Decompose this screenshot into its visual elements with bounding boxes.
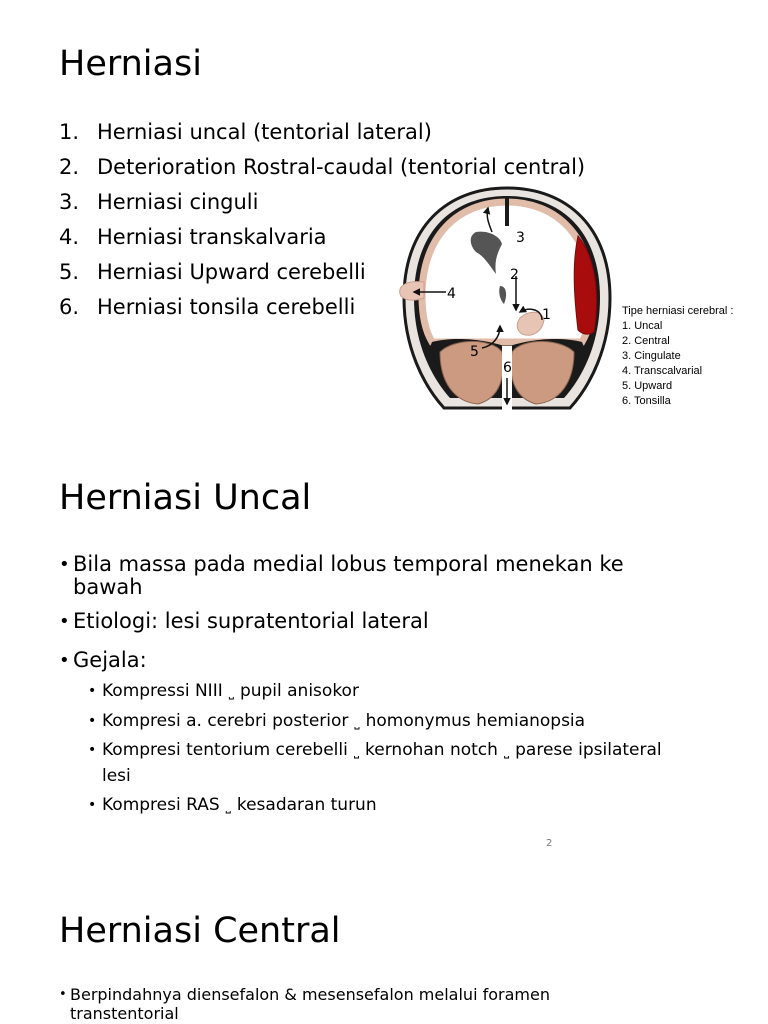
- bullet-dot: •: [59, 611, 70, 632]
- bullet-text: Etiologi: lesi supratentorial lateral: [73, 609, 429, 633]
- bullet-text: Berpindahnya diensefalon & mesensefalon melalui foramen transtentorial: [70, 985, 550, 1023]
- bullet-text: Gejala:: [73, 648, 147, 672]
- arrow-label-4: 4: [447, 286, 456, 302]
- arrow-label-2: 2: [510, 267, 519, 283]
- sub-bullet-text: kernohan notch: [365, 740, 498, 760]
- bullet-dot: •: [88, 683, 97, 699]
- legend-item: 6. Tonsilla: [622, 395, 671, 407]
- sub-bullet-text: parese ipsilateral lesi: [102, 740, 662, 786]
- slide1-title: Herniasi: [59, 44, 202, 84]
- sub-bullet-text: Kompresi RAS: [102, 795, 220, 815]
- legend-item: 2. Central: [622, 335, 670, 347]
- legend-item: 1. Uncal: [622, 320, 663, 332]
- list-text: Deterioration Rostral-caudal (tentorial central): [97, 155, 586, 179]
- slide3-title: Herniasi Central: [59, 911, 341, 951]
- transcalvarial-bulge: [400, 282, 424, 300]
- list-text: Herniasi tonsila cerebelli: [97, 295, 356, 319]
- list-number: 2.: [59, 155, 80, 179]
- sub-bullet-text: Kompressi NIII: [102, 681, 223, 701]
- slide2-title: Herniasi Uncal: [59, 478, 312, 518]
- arrow-icon: ⎵: [353, 744, 360, 759]
- list-item: [59, 118, 585, 153]
- sub-bullet-text: Kompresi a. cerebri posterior: [102, 711, 349, 731]
- page-number: 2: [546, 838, 553, 849]
- list-number: 4.: [59, 225, 80, 249]
- sub-bullet-text: pupil anisokor: [239, 681, 359, 701]
- sub-bullet-item: [88, 793, 678, 819]
- bullet-item: [59, 610, 699, 633]
- arrow-icon: ⎵: [503, 744, 510, 759]
- list-text: Herniasi cinguli: [97, 190, 259, 214]
- legend-item: 5. Upward: [622, 380, 673, 392]
- arrow-label-1: 1: [542, 307, 551, 323]
- list-number: 1.: [59, 120, 80, 144]
- sub-bullet-text: kesadaran turun: [236, 795, 377, 815]
- arrow-label-6: 6: [503, 360, 512, 376]
- legend-heading: Tipe herniasi cerebral :: [622, 305, 734, 317]
- arrow-label-3: 3: [516, 230, 525, 246]
- arrow-icon: ⎵: [225, 799, 231, 814]
- list-text: Herniasi uncal (tentorial lateral): [97, 120, 432, 144]
- legend-item: 4. Transcalvarial: [622, 365, 703, 377]
- sub-bullet-item: [88, 709, 678, 735]
- bullet-dot: •: [59, 554, 70, 575]
- list-number: 5.: [59, 260, 80, 284]
- bullet-item: [59, 553, 699, 599]
- arrow-label-5: 5: [470, 344, 479, 360]
- list-number: 6.: [59, 295, 80, 319]
- sub-bullet-item: [88, 738, 678, 789]
- arrow-icon: ⎵: [354, 715, 360, 730]
- bullet-dot: •: [59, 650, 70, 671]
- list-text: Herniasi Upward cerebelli: [97, 260, 366, 284]
- list-text: Herniasi transkalvaria: [97, 225, 327, 249]
- bullet-item: [59, 649, 699, 672]
- diagram-legend: [622, 304, 733, 409]
- brain-herniation-diagram: [396, 186, 618, 420]
- list-number: 3.: [59, 190, 80, 214]
- bullet-dot: •: [88, 797, 97, 813]
- list-item: [59, 153, 585, 188]
- sub-bullet-text: homonymus hemianopsia: [365, 711, 586, 731]
- bullet-item: [59, 985, 619, 1023]
- legend-item: 3. Cingulate: [622, 350, 681, 362]
- bullet-text: Bila massa pada medial lobus temporal menekan ke bawah: [73, 552, 624, 599]
- bullet-dot: •: [88, 742, 97, 758]
- sub-bullet-text: Kompresi tentorium cerebelli: [102, 740, 348, 760]
- sub-bullet-item: [88, 679, 678, 705]
- bullet-dot: •: [88, 713, 97, 729]
- bullet-dot: •: [59, 987, 67, 1002]
- arrow-icon: ⎵: [228, 685, 234, 700]
